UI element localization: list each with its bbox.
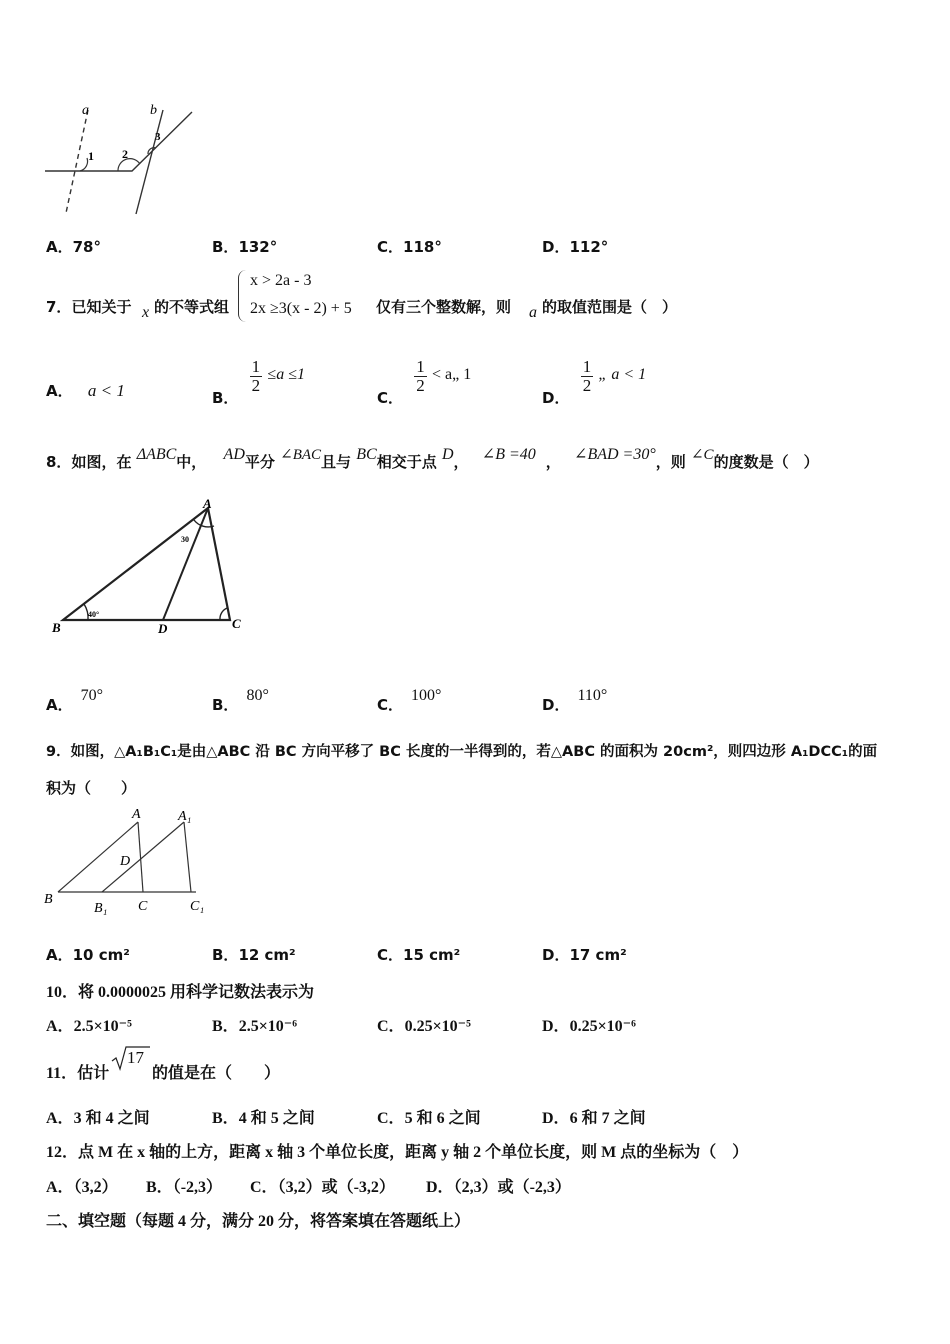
q9-label-a: A — [132, 807, 141, 822]
q6-option-d[interactable]: D．112° — [542, 238, 609, 256]
q8-option-d[interactable]: D．110° — [542, 687, 608, 714]
q9-label-b: B — [44, 892, 53, 907]
section-2-title: 二、填空题（每题 4 分，满分 20 分，将答案填在答题纸上） — [46, 1213, 471, 1230]
q12-stem: 12．点 M 在 x 轴的上方，距离 x 轴 3 个单位长度，距离 y 轴 2 个单位长度，则 M 点的坐标为（ ） — [46, 1144, 749, 1161]
q6-option-b[interactable]: B．132° — [212, 238, 278, 256]
q6-figure — [40, 98, 200, 218]
q10-option-a[interactable]: A．2.5×10⁻⁵ — [46, 1018, 132, 1035]
q6-label-a: a — [82, 103, 89, 118]
q11-option-d[interactable]: D．6 和 7 之间 — [542, 1110, 646, 1127]
q9-figure — [40, 804, 210, 919]
q7-option-a[interactable]: A． a < 1 — [46, 381, 125, 400]
q8-label-a: A — [203, 496, 212, 511]
q9-option-d[interactable]: D．17 cm² — [542, 946, 627, 964]
q7-system-line1: x > 2a - 3 — [250, 272, 312, 289]
q12-option-a[interactable]: A．（3,2） — [46, 1179, 118, 1196]
q6-label-3: 3 — [155, 131, 161, 143]
q7-system-brace — [238, 270, 247, 322]
q11-option-b[interactable]: B．4 和 5 之间 — [212, 1110, 315, 1127]
q7-stem: 7．已知关于 — [46, 298, 132, 316]
q10-stem: 10．将 0.0000025 用科学记数法表示为 — [46, 984, 315, 1001]
q9-line-a1-c1 — [184, 822, 191, 892]
q10-option-c[interactable]: C．0.25×10⁻⁵ — [377, 1018, 471, 1035]
q7-stem-4: 的取值范围是（ ） — [542, 298, 678, 316]
q7-var-x: x — [142, 304, 150, 321]
q8-label-d: D — [158, 621, 168, 636]
q7-stem-3: 仅有三个整数解，则 — [376, 298, 512, 316]
q6-option-c[interactable]: C．118° — [377, 238, 442, 256]
q9-label-d: D — [120, 854, 131, 869]
q9-label-c: C — [138, 899, 148, 914]
q9-stem-line2: 积为（ ） — [46, 779, 137, 797]
q11-radicand: 17 — [127, 1048, 144, 1067]
q8-figure — [48, 496, 258, 641]
q11-stem: 11．估计 — [46, 1065, 110, 1082]
q7-option-d[interactable]: D． $\frac{1}{2}$ „ a < 1 — [542, 357, 647, 407]
q7-stem-2: 的不等式组 — [154, 298, 230, 316]
q8-label-angle-30: 30 — [181, 535, 189, 544]
q9-option-b[interactable]: B．12 cm² — [212, 946, 296, 964]
q7-option-b[interactable]: B． $\frac{1}{2}$ ≤a ≤1 — [212, 357, 305, 407]
q6-line-a — [66, 110, 88, 213]
q6-label-b: b — [150, 103, 157, 118]
q6-option-a[interactable]: A．78° — [46, 238, 101, 256]
q8-angle-arc-c — [220, 608, 227, 620]
q9-label-b1: B₁ — [94, 901, 108, 916]
q7-system-line2: 2x ≥3(x - 2) + 5 — [250, 300, 352, 317]
q6-label-2: 2 — [122, 147, 128, 161]
q6-broken-line — [45, 112, 192, 171]
q9-label-c1: C₁ — [190, 899, 205, 914]
q10-option-d[interactable]: D．0.25×10⁻⁶ — [542, 1018, 636, 1035]
q11-stem-2: 的值是在（ ） — [152, 1065, 281, 1082]
q6-line-b — [136, 110, 163, 214]
q12-option-c[interactable]: C．（3,2）或（-3,2） — [250, 1179, 395, 1196]
q8-stem: 8．如图，在 ΔABC中， AD平分 ∠BAC且与 BC相交于点 D， ∠B =40 ， ∠BAD =30°，则 ∠C的度数是（ ） — [46, 446, 819, 471]
q9-label-a1: A₁ — [178, 809, 192, 824]
q11-option-a[interactable]: A．3 和 4 之间 — [46, 1110, 150, 1127]
q9-line-b1-a1 — [102, 822, 184, 892]
q8-label-b: B — [52, 620, 61, 635]
q6-label-1: 1 — [88, 149, 94, 163]
q8-label-angle-40: 40° — [88, 610, 100, 619]
q7-option-c[interactable]: C． $\frac{1}{2}$ < a„ 1 — [377, 357, 472, 407]
q8-triangle — [63, 508, 230, 620]
q8-option-b[interactable]: B．80° — [212, 687, 269, 714]
q12-option-d[interactable]: D．（2,3）或（-2,3） — [426, 1179, 571, 1196]
q9-option-c[interactable]: C．15 cm² — [377, 946, 461, 964]
q6-angle-arc-1 — [80, 158, 88, 171]
q12-option-b[interactable]: B．（-2,3） — [146, 1179, 223, 1196]
q11-option-c[interactable]: C．5 和 6 之间 — [377, 1110, 481, 1127]
q10-option-b[interactable]: B．2.5×10⁻⁶ — [212, 1018, 298, 1035]
q7-var-a: a — [529, 304, 537, 321]
q9-option-a[interactable]: A．10 cm² — [46, 946, 130, 964]
q8-option-a[interactable]: A．70° — [46, 687, 104, 714]
q8-option-c[interactable]: C．100° — [377, 687, 442, 714]
q9-stem-line1: 9．如图，△A₁B₁C₁是由△ABC 沿 BC 方向平移了 BC 长度的一半得到的，若△ABC 的面积为 20cm²，则四边形 A₁DCC₁的面 — [46, 744, 878, 760]
q8-label-c: C — [232, 616, 241, 631]
